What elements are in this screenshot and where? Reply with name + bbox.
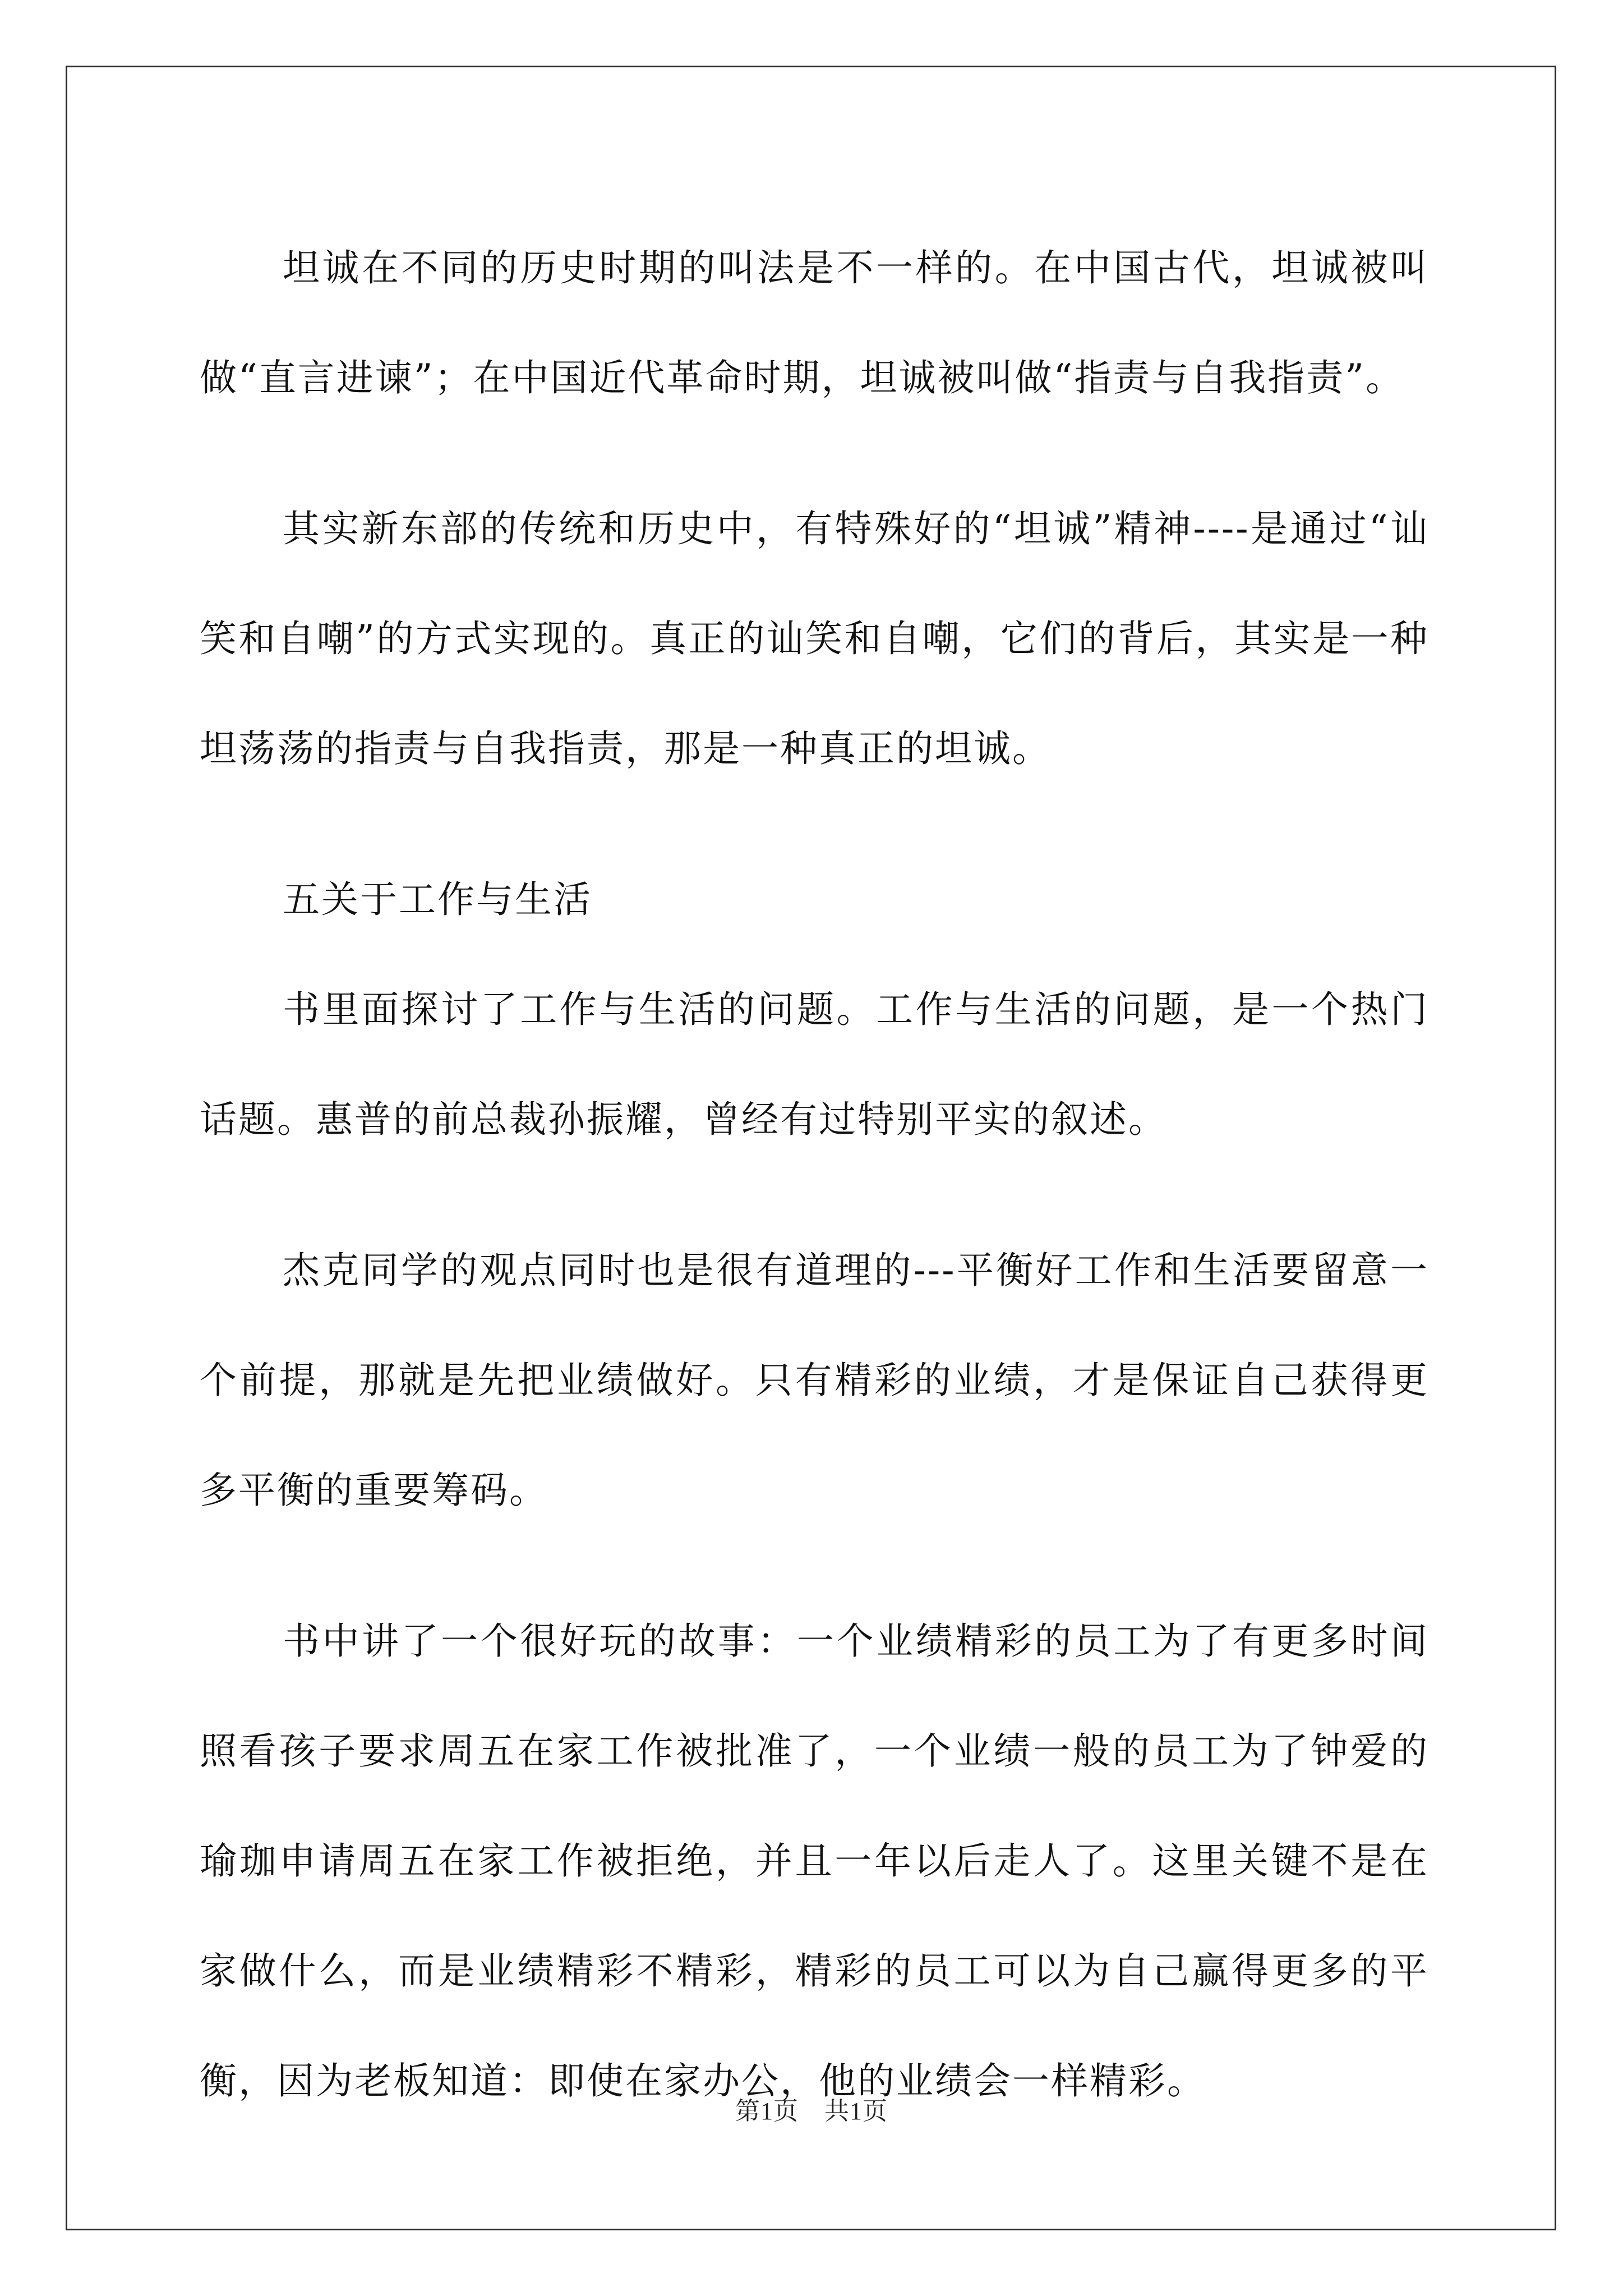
paragraph-new-oriental-candor: 其实新东部的传统和历史中，有特殊好的“坦诚”精神----是通过“讪笑和自嘲”的方式实现的。真正的讪笑和自嘲，它们的背后，其实是一种坦荡荡的指责与自我指责，那是一种真正的坦诚。: [200, 507, 1429, 770]
paragraph-story: 书中讲了一个很好玩的故事：一个业绩精彩的员工为了有更多时间照看孩子要求周五在家工作被批准了，一个业绩一般的员工为了钟爱的瑜珈申请周五在家工作被拒绝，并且一年以后走人了。这里关键不是在家做什么，而是业绩精彩不精彩，精彩的员工可以为自己赢得更多的平衡，因为老板知道：即使在家办公，他的业绩会一样精彩。: [200, 1619, 1429, 2102]
page-number-total: 共1页: [824, 2097, 888, 2125]
paragraph-candor-history: 坦诚在不同的历史时期的叫法是不一样的。在中国古代，坦诚被叫做“直言进谏”；在中国近代革命时期，坦诚被叫做“指责与自我指责”。: [200, 246, 1429, 399]
paragraph-work-life-topic: 书里面探讨了工作与生活的问题。工作与生活的问题，是一个热门话题。惠普的前总裁孙振耀，曾经有过特别平实的叙述。: [200, 988, 1429, 1141]
paragraph-jack-viewpoint: 杰克同学的观点同时也是很有道理的---平衡好工作和生活要留意一个前提，那就是先把业绩做好。只有精彩的业绩，才是保证自己获得更多平衡的重要筹码。: [200, 1249, 1429, 1512]
page-number-current: 第1页: [735, 2097, 799, 2125]
page-footer: [0, 2091, 1623, 2127]
document-body: [200, 213, 1429, 2177]
section-heading-work-life: 五关于工作与生活: [283, 878, 592, 921]
